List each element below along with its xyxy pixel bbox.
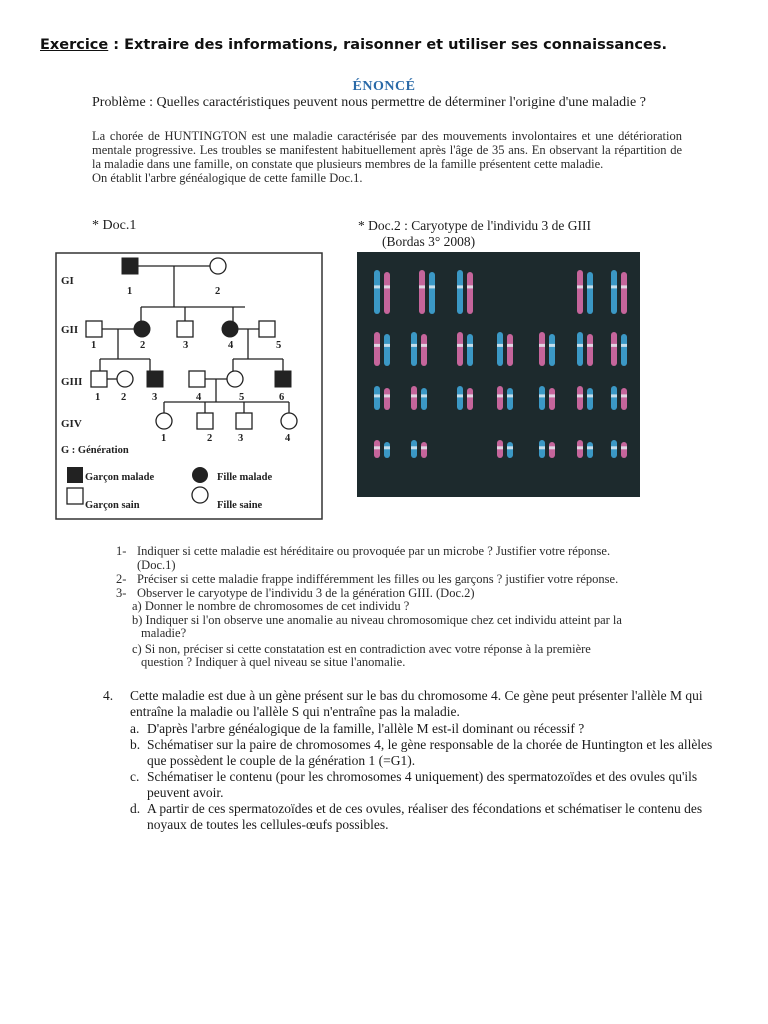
giii-num-2: 2 [121, 392, 127, 403]
question-4c [103, 769, 723, 801]
giv-2 [197, 413, 213, 429]
giv-num-1: 1 [161, 433, 167, 444]
question-4a [103, 721, 723, 737]
question-4d-text: A partir de ces spermatozoïdes et de ces ovules, réaliser des fécondations et schématiser le contenu des noyaux de toutes les cellules-œufs possibles. [147, 801, 703, 832]
gii-num-1: 1 [91, 340, 97, 351]
gii-num-4: 4 [228, 340, 234, 351]
giii-num-1: 1 [95, 392, 101, 403]
legend-garcon-sain-text: Garçon sain [85, 500, 140, 511]
question-2-num: 2- [116, 572, 127, 586]
question-1-cont: (Doc.1) [137, 557, 176, 572]
giii-num-4: 4 [196, 392, 202, 403]
question-3c-cont: question ? Indiquer à quel niveau se situe l'anomalie. [141, 655, 406, 669]
doc2-label-line1: * Doc.2 : Caryotype de l'individu 3 de GIII [358, 218, 592, 233]
giv-num-2: 2 [207, 433, 213, 444]
question-1 [116, 545, 686, 572]
doc1-label: * Doc.1 [92, 218, 137, 233]
gen-label-giv: GIV [61, 418, 82, 430]
giii-num-3: 3 [152, 392, 158, 403]
gi-1-malade [122, 258, 138, 274]
enonce-heading: ÉNONCÉ [352, 79, 416, 94]
question-3 [116, 587, 686, 601]
legend-garcon-malade-symbol [67, 467, 83, 483]
giv-3 [236, 413, 252, 429]
exercise-title [40, 37, 667, 53]
question-4d-letter: d. [130, 801, 141, 816]
question-3c: c) Si non, préciser si cette constatation est en contradiction avec votre réponse à la première [132, 641, 591, 656]
question-4b-letter: b. [130, 737, 141, 752]
gii-3 [177, 321, 193, 337]
giv-4 [281, 413, 297, 429]
gen-label-giii: GIII [61, 376, 83, 388]
gii-4-malade [222, 321, 238, 337]
karyotype-background [357, 252, 640, 497]
question-3a: a) Donner le nombre de chromosomes de cet individu ? [132, 599, 410, 613]
pedigree-diagram [55, 252, 323, 520]
exercise-subtitle: : Extraire des informations, raisonner et utiliser ses connaissances. [108, 37, 668, 53]
question-4c-letter: c. [130, 769, 140, 784]
question-1-text: Indiquer si cette maladie est héréditaire ou provoquée par un microbe ? Justifier votre réponse. [137, 544, 611, 558]
gi-num-2: 2 [215, 286, 221, 297]
question-4-num: 4. [103, 688, 114, 703]
intro-last-line: On établit l'arbre généalogique de cette famille Doc.1. [92, 171, 363, 185]
karyotype-image [357, 252, 640, 497]
legend-garcon-malade-text: Garçon malade [85, 472, 155, 483]
gen-label-gii: GII [61, 324, 79, 336]
legend-fille-malade-text: Fille malade [217, 472, 273, 483]
question-4b [103, 737, 723, 769]
gii-num-2: 2 [140, 340, 146, 351]
gii-1 [86, 321, 102, 337]
probleme-text: Problème : Quelles caractéristiques peuvent nous permettre de déterminer l'origine d'une maladie ? [92, 95, 646, 110]
legend-fille-malade-symbol [192, 467, 208, 483]
question-3b-cont: maladie? [141, 626, 187, 640]
legend-fille-saine-symbol [192, 487, 208, 503]
gii-2-malade [134, 321, 150, 337]
question-4-main [103, 688, 723, 720]
giii-num-6: 6 [279, 392, 285, 403]
gen-label-gi: GI [61, 275, 74, 287]
question-4a-letter: a. [130, 721, 140, 736]
intro-text: La chorée de HUNTINGTON est une maladie caractérisée par des mouvements involontaires et une détérioration mentale progressive. Les troubles se manifestent habituellement après l'âge de 35 ans. En observant la répartition de la maladie dans une famille, on constate que plusieurs membres de la famille présentent cette maladie. [92, 129, 682, 171]
gi-2-saine [210, 258, 226, 274]
gii-5 [259, 321, 275, 337]
legend-fille-saine-text: Fille saine [217, 500, 263, 511]
giii-4 [189, 371, 205, 387]
questions-block [116, 545, 686, 670]
question-4b-text: Schématiser sur la paire de chromosomes 4, le gène responsable de la chorée de Huntington et les allèles que possèdent le couple de la génération 1 (=G1). [147, 737, 713, 768]
giii-2 [117, 371, 133, 387]
giv-1 [156, 413, 172, 429]
question-3-text: Observer le caryotype de l'individu 3 de la génération GIII. (Doc.2) [137, 585, 475, 600]
question-3b: b) Indiquer si l'on observe une anomalie au niveau chromosomique chez cet individu atteint par la [132, 612, 622, 627]
question-3-subs [116, 600, 686, 670]
doc2-label [358, 218, 591, 250]
gii-num-5: 5 [276, 340, 282, 351]
question-2 [116, 573, 686, 587]
question-4a-text: D'après l'arbre généalogique de la famille, l'allèle M est-il dominant ou récessif ? [147, 721, 585, 736]
giii-6-malade [275, 371, 291, 387]
legend-garcon-sain-symbol [67, 488, 83, 504]
legend-title: G : Génération [61, 445, 129, 456]
giv-num-4: 4 [285, 433, 291, 444]
giii-num-5: 5 [239, 392, 245, 403]
question-1-num: 1- [116, 544, 127, 558]
question-4-text: Cette maladie est due à un gène présent sur le bas du chromosome 4. Ce gène peut présenter l'allèle M qui entraîne la maladie ou l'allèle S qui n'entraîne pas la maladie. [130, 688, 703, 719]
giv-num-3: 3 [238, 433, 244, 444]
exercise-label: Exercice [40, 37, 109, 53]
question-4 [103, 688, 723, 833]
question-4c-text: Schématiser le contenu (pour les chromosomes 4 uniquement) des spermatozoïdes et des ovules qu'ils peuvent avoir. [147, 769, 698, 800]
question-2-text: Préciser si cette maladie frappe indifféremment les filles ou les garçons ? justifier votre réponse. [137, 572, 619, 586]
giii-3-malade [147, 371, 163, 387]
question-3-num: 3- [116, 585, 127, 600]
question-4d [103, 801, 723, 833]
doc2-label-line2: (Bordas 3° 2008) [382, 234, 476, 249]
gi-num-1: 1 [127, 286, 133, 297]
gii-num-3: 3 [183, 340, 189, 351]
giii-5 [227, 371, 243, 387]
intro-paragraph [92, 129, 682, 185]
giii-1 [91, 371, 107, 387]
